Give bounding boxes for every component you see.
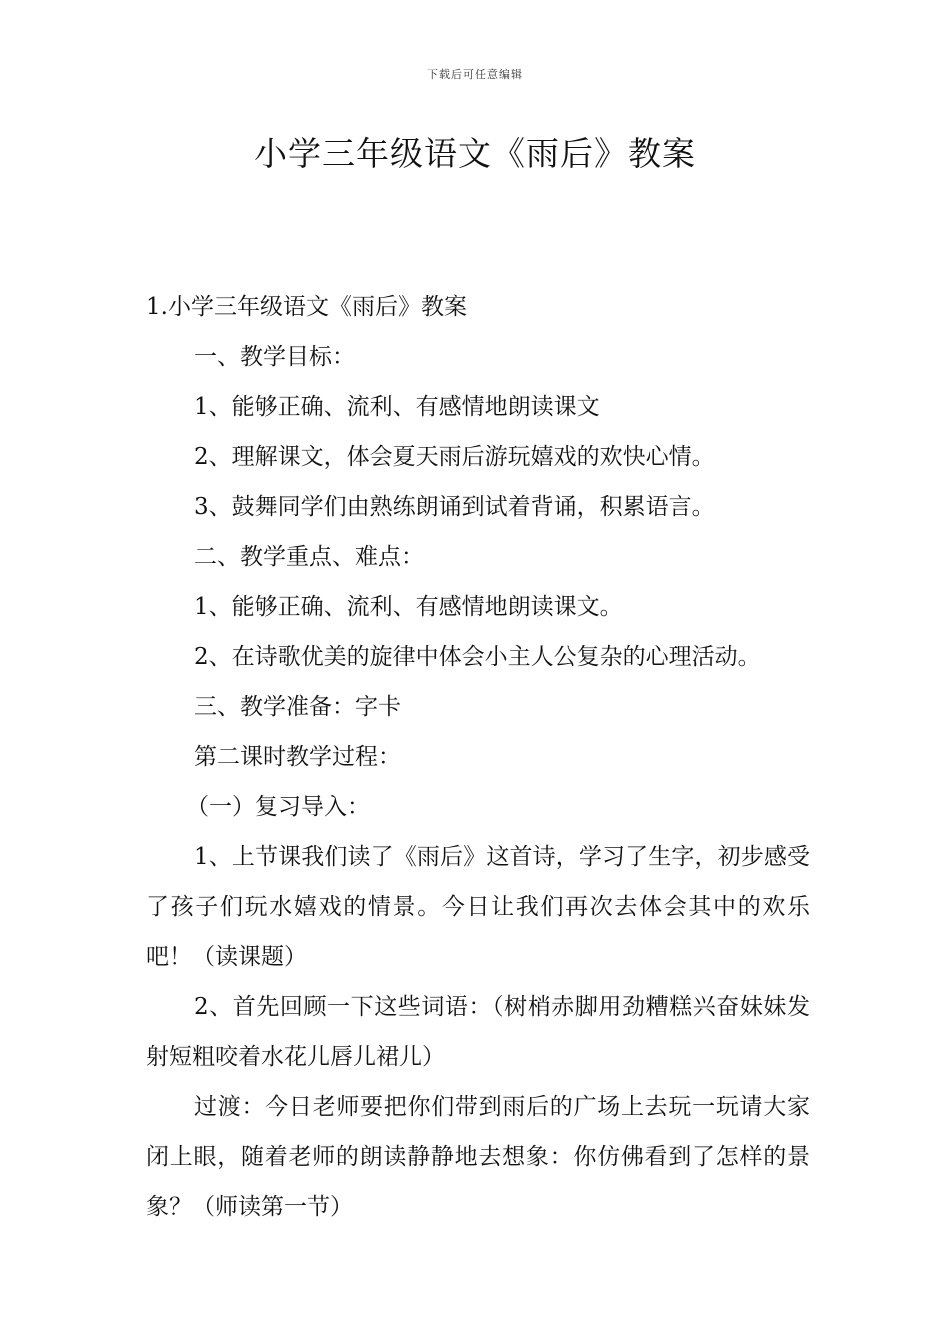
subheading-review: （一）复习导入： [186,794,370,820]
objective-item: 2、理解课文，体会夏天雨后游玩嬉戏的欢快心情。 [194,444,715,470]
body-paragraph: 1、上节课我们读了《雨后》这首诗，学习了生字，初步感受了孩子们玩水嬉戏的情景。今日让我们再次去体会其中的欢乐吧！（读课题） [146,844,810,970]
subheading-key-points: 二、教学重点、难点： [194,544,424,570]
objective-item: 1、能够正确、流利、有感情地朗读课文 [194,394,600,420]
body-paragraph: 2、首先回顾一下这些词语：（树梢赤脚用劲糟糕兴奋妹妹发射短粗咬着水花儿唇儿裙儿） [146,994,810,1070]
section-heading: 1.小学三年级语文《雨后》教案 [146,294,467,320]
key-point-item: 2、在诗歌优美的旋律中体会小主人公复杂的心理活动。 [194,644,761,670]
body-paragraph: 过渡：今日老师要把你们带到雨后的广场上去玩一玩请大家闭上眼，随着老师的朗读静静地去想象：你仿佛看到了怎样的景象？（师读第一节） [146,1094,810,1220]
header-note: 下载后可任意编辑 [427,68,523,81]
subheading-objectives: 一、教学目标： [194,344,355,370]
objective-item: 3、鼓舞同学们由熟练朗诵到试着背诵，积累语言。 [194,494,715,520]
key-point-item: 1、能够正确、流利、有感情地朗读课文。 [194,594,623,620]
subheading-process: 第二课时教学过程： [194,744,401,770]
document-body [146,282,810,1232]
document-title: 小学三年级语文《雨后》教案 [254,134,696,173]
subheading-preparation: 三、教学准备：字卡 [194,694,401,720]
